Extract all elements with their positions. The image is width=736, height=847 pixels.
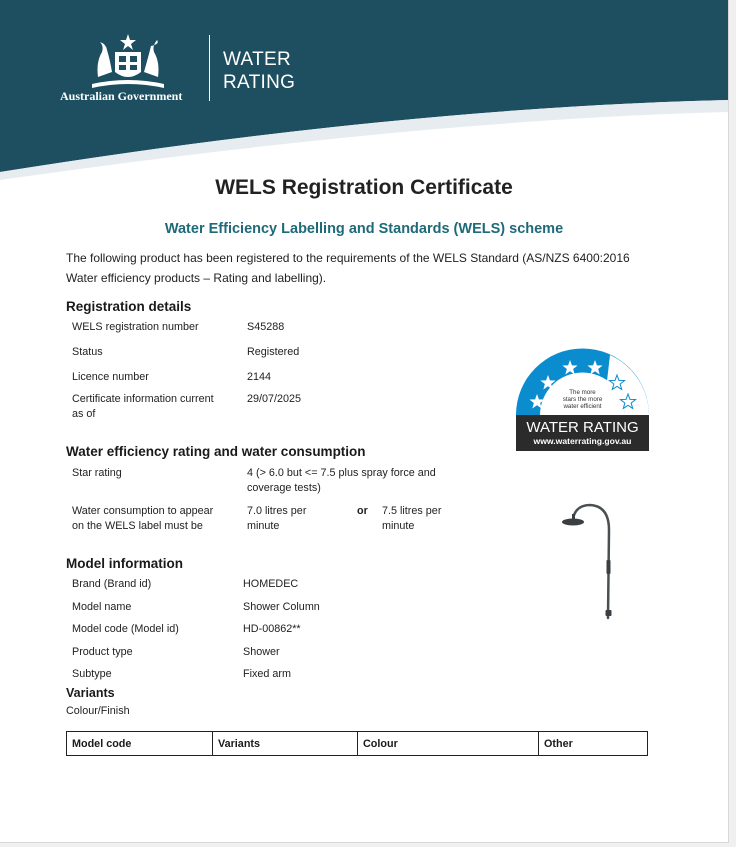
program-name-line2: RATING [223, 72, 296, 93]
consumption-label [72, 504, 213, 534]
licence-number-value: 2144 [247, 371, 272, 383]
certificate-date-value: 29/07/2025 [247, 393, 302, 405]
or-separator: or [357, 505, 368, 517]
program-name [223, 48, 295, 94]
column-variants: Variants [213, 732, 358, 756]
header-divider [209, 35, 210, 101]
product-type-label: Product type [72, 646, 133, 658]
model-heading: Model information [66, 556, 183, 571]
logo-tagline-line3: water efficient [563, 403, 602, 410]
star-rating-value-line2: coverage tests) [247, 482, 321, 494]
intro-line-2: Water efficiency products – Rating and labelling). [66, 271, 327, 285]
model-code-label: Model code (Model id) [72, 623, 179, 635]
subtype-value: Fixed arm [243, 668, 291, 680]
registration-number-value: S45288 [247, 321, 285, 333]
logo-name: WATER RATING [526, 419, 639, 436]
registration-number-label: WELS registration number [72, 321, 199, 333]
star-rating-label: Star rating [72, 467, 122, 479]
model-name-label: Model name [72, 601, 132, 613]
certificate-date-label [72, 392, 214, 422]
water-rating-label [515, 345, 650, 451]
logo-url: www.waterrating.gov.au [533, 436, 632, 446]
government-name: Australian Government [60, 89, 183, 103]
variants-table [66, 731, 648, 756]
consumption-label-line2: on the WELS label must be [72, 520, 203, 532]
registration-heading: Registration details [66, 299, 192, 314]
certificate-date-label-line1: Certificate information current [72, 393, 214, 405]
consumption-value [247, 504, 306, 534]
alternate-consumption-line2: minute [382, 520, 415, 532]
product-type-value: Shower [243, 646, 280, 658]
variants-heading: Variants [66, 686, 115, 700]
model-name-value: Shower Column [243, 601, 320, 613]
efficiency-heading: Water efficiency rating and water consumption [66, 444, 366, 459]
program-name-line1: WATER [223, 49, 291, 70]
certificate-date-label-line2: as of [72, 408, 96, 420]
subtype-label: Subtype [72, 668, 112, 680]
page-title: WELS Registration Certificate [215, 176, 513, 199]
column-other: Other [539, 732, 648, 756]
variants-header-row [67, 732, 648, 756]
status-label: Status [72, 346, 103, 358]
star-rating-value [247, 466, 436, 496]
column-colour: Colour [358, 732, 539, 756]
brand-label: Brand (Brand id) [72, 578, 152, 590]
intro-paragraph [66, 248, 666, 288]
alternate-consumption-value [382, 504, 441, 534]
page-subtitle: Water Efficiency Labelling and Standards (WELS) scheme [164, 221, 564, 237]
variants-subheading: Colour/Finish [66, 705, 130, 717]
coat-of-arms-icon [88, 32, 168, 90]
logo-tagline-line2: stars the more [562, 396, 603, 403]
consumption-value-line2: minute [247, 520, 280, 532]
intro-line-1: The following product has been registered to the requirements of the WELS Standard (AS/NZS 6400:2016 [66, 251, 630, 265]
licence-number-label: Licence number [72, 371, 149, 383]
alternate-consumption-line1: 7.5 litres per [382, 505, 442, 517]
consumption-value-line1: 7.0 litres per [247, 505, 307, 517]
model-code-value: HD-00862** [243, 623, 301, 635]
consumption-label-line1: Water consumption to appear [72, 505, 214, 517]
logo-tagline-line1: The more [569, 389, 596, 396]
shower-column-image [560, 500, 620, 620]
star-rating-value-line1: 4 (> 6.0 but <= 7.5 plus spray force and [247, 467, 436, 479]
brand-value: HOMEDEC [243, 578, 299, 590]
column-model-code: Model code [67, 732, 213, 756]
status-value: Registered [247, 346, 300, 358]
